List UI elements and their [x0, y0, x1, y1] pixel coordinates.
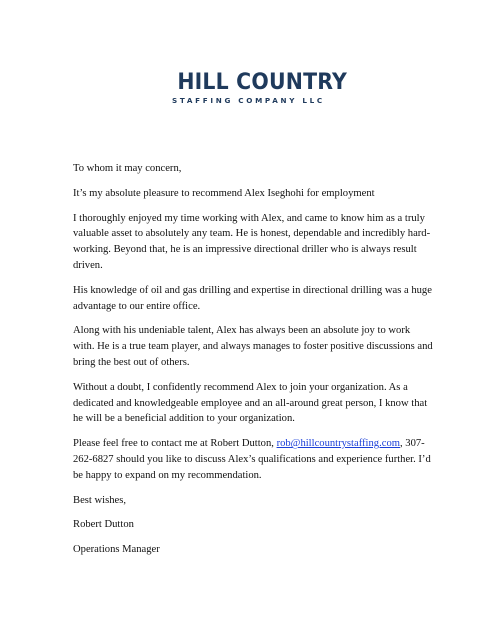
letter-body	[73, 161, 433, 567]
contact-text-before: Please feel free to contact me at Robert Dutton,	[73, 438, 277, 450]
signer-title: Operations Manager	[73, 544, 160, 556]
company-logo	[172, 70, 348, 105]
paragraph-recommendation: Without a doubt, I confidently recommend Alex to join your organization. As a dedicated and knowledgeable employee and an all-around great person, I know that he will be a beneficial addition to your organization.	[73, 381, 428, 425]
signer-name: Robert Dutton	[73, 519, 134, 531]
email-link[interactable]: rob@hillcountrystaffing.com	[276, 438, 400, 450]
paragraph-teamwork: Along with his undeniable talent, Alex has always been an absolute joy to work with. He is a true team player, and always manages to foster positive discussions and bring the best out of others.	[73, 325, 433, 368]
contact-text-after: , 307-262-6827 should you like to discuss Alex’s qualifications and experience further. I’d be happy to expand on my recommendation.	[73, 438, 431, 481]
closing: Best wishes,	[73, 494, 126, 506]
paragraph-knowledge: His knowledge of oil and gas drilling and expertise in directional drilling was a huge advantage to our entire office.	[73, 284, 432, 312]
logo-company-name: HILL COUNTRY	[177, 70, 348, 95]
paragraph-experience: I thoroughly enjoyed my time working with Alex, and came to know him as a truly valuable asset to absolutely any team. He is honest, dependable and incredibly hard-working. Beyond that, he is an impressive directional driller who is always result driven.	[73, 212, 431, 271]
salutation: To whom it may concern,	[73, 163, 182, 174]
contact-paragraph	[73, 436, 433, 483]
logo-company-subtitle: STAFFING COMPANY LLC	[172, 96, 325, 105]
intro-paragraph: It’s my absolute pleasure to recommend Alex Iseghohi for employment	[73, 187, 375, 199]
